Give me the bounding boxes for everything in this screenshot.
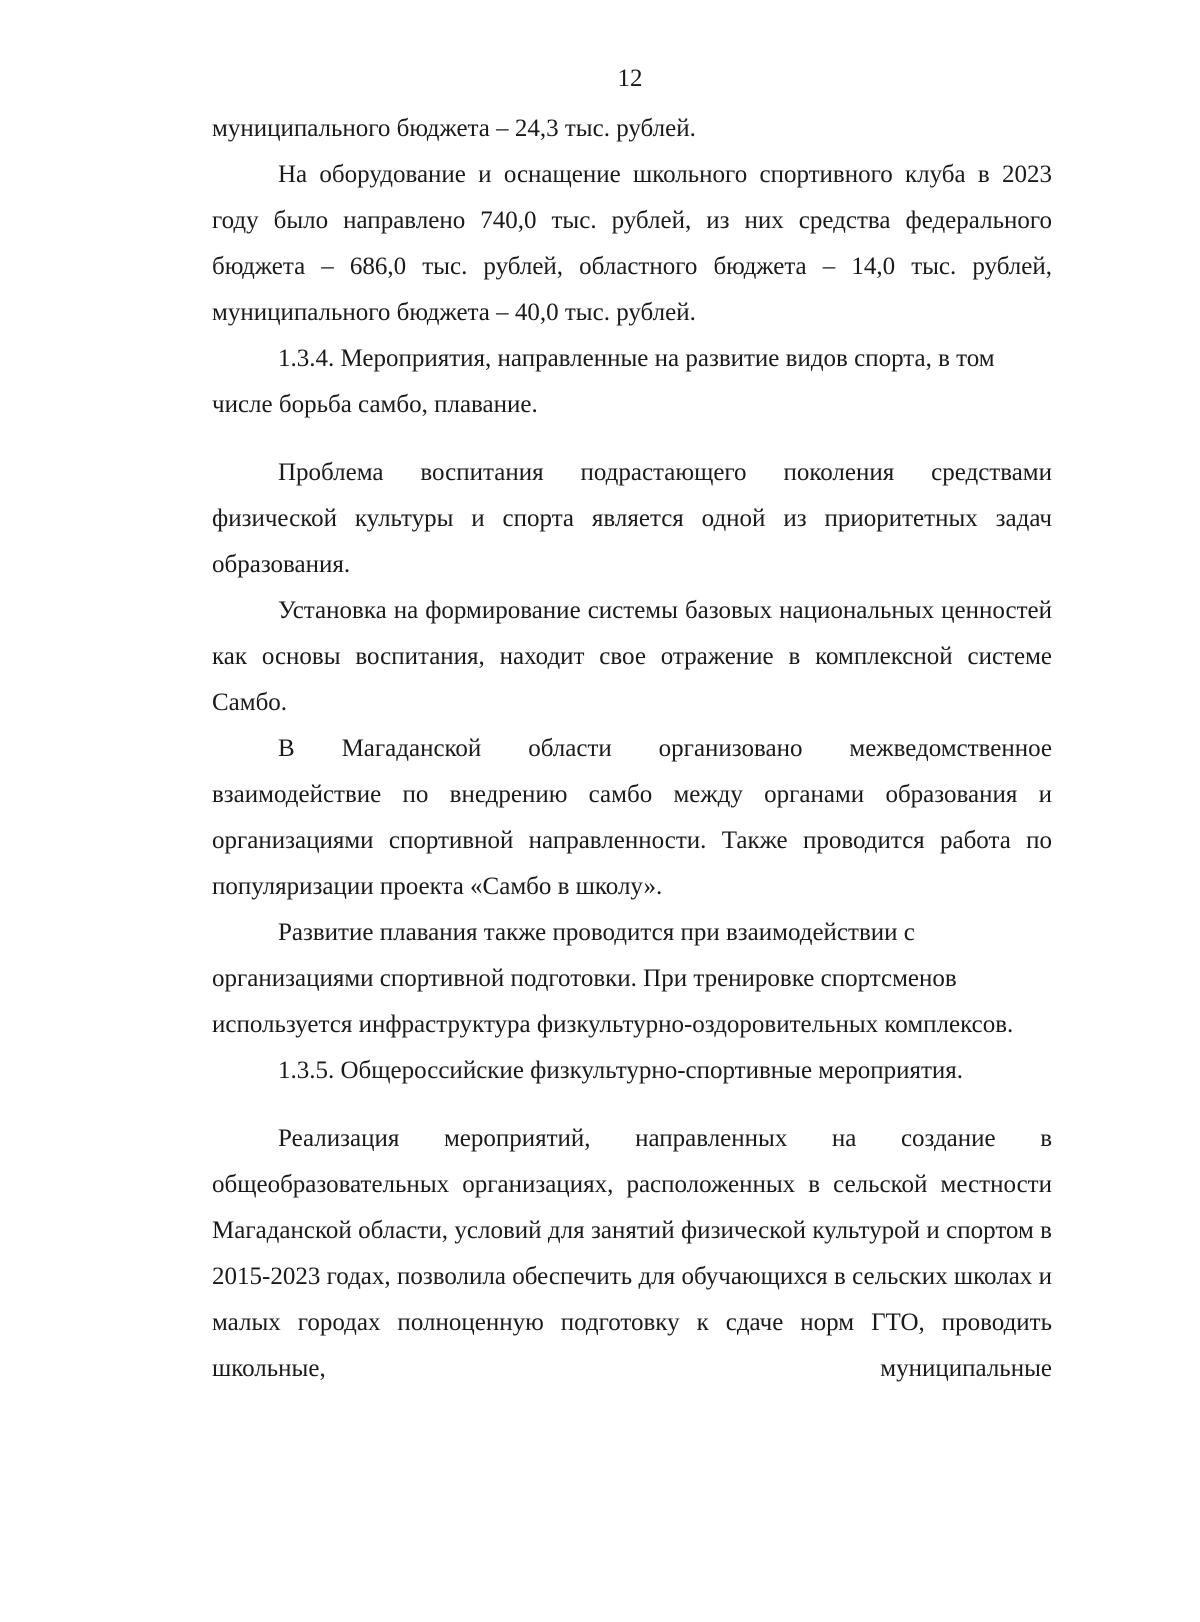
document-body xyxy=(212,106,1052,1392)
paragraph-equipment-funding: На оборудование и оснащение школьного спортивного клуба в 2023 году было направлено 740,0 тыс. рублей, из них средства федерального бюджета – 686,0 тыс. рублей, областного бюджета – 14,0 тыс. рублей, муниципального бюджета – 40,0 тыс. рублей. xyxy=(212,161,1052,326)
page-number: 12 xyxy=(617,65,643,92)
paragraph-magadan-sambo: В Магаданской области организовано межведомственное взаимодействие по внедрению самбо между органами образования и организациями спортивной направленности. Также проводится работа по популяризации проекта «Самбо в школу». xyxy=(212,735,1052,900)
paragraph-swimming: Развитие плавания также проводится при взаимодействии с организациями спортивной подготовки. При тренировке спортсменов используется инфраструктура физкультурно-оздоровительных комплексов. xyxy=(212,919,1014,1038)
section-heading-1-3-4: 1.3.4. Мероприятия, направленные на развитие видов спорта, в том числе борьба самбо, плавание. xyxy=(212,345,995,418)
paragraph-rural-schools: Реализация мероприятий, направленных на создание в общеобразовательных организациях, расположенных в сельской местности Магаданской области, условий для занятий физической культурой и спортом в 2015-2023 годах, позволила обеспечить для обучающихся в сельских школах и малых городах полноценную подготовку к сдаче норм ГТО, проводить школьные, муниципальные xyxy=(212,1125,1052,1382)
section-heading-1-3-5: 1.3.5. Общероссийские физкультурно-спортивные мероприятия. xyxy=(278,1057,964,1084)
paragraph-education-problem: Проблема воспитания подрастающего поколения средствами физической культуры и спорта является одной из приоритетных задач образования. xyxy=(212,459,1052,578)
paragraph-values-sambo: Установка на формирование системы базовых национальных ценностей как основы воспитания, находит свое отражение в комплексной системе Самбо. xyxy=(212,597,1052,716)
paragraph-budget-carryover: муниципального бюджета – 24,3 тыс. рублей. xyxy=(212,115,696,142)
